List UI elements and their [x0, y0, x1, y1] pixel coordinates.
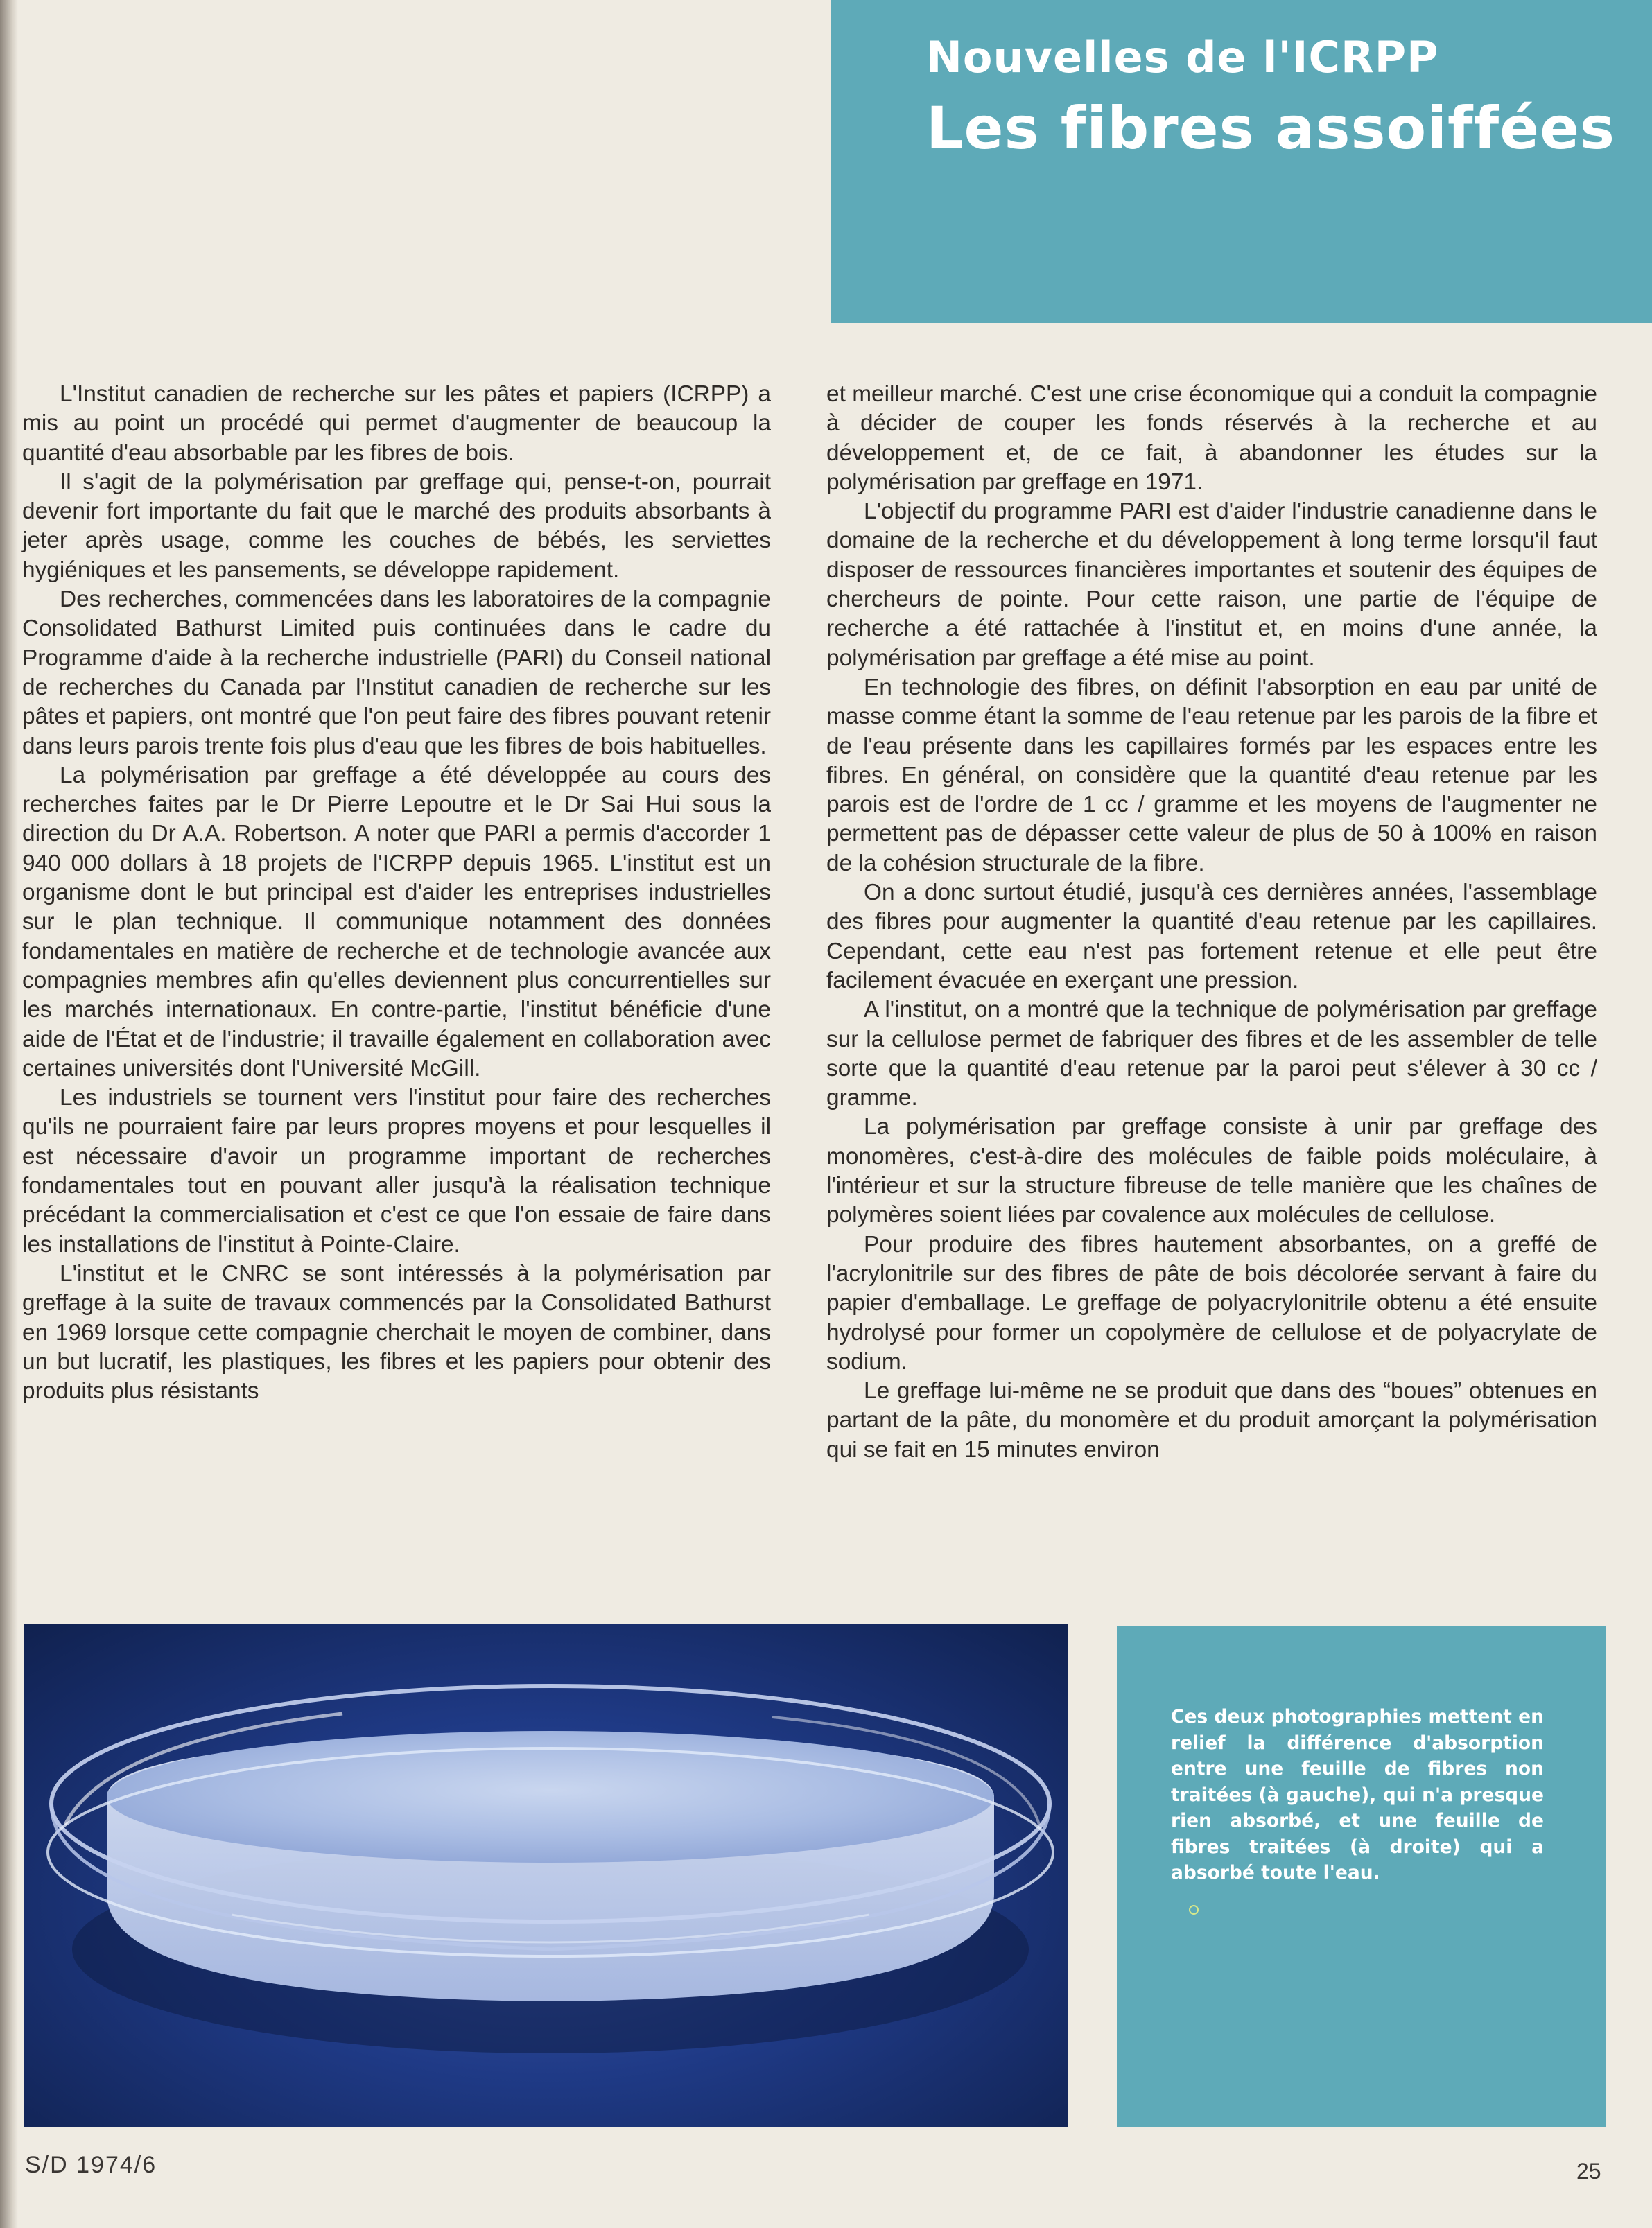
article-column-right: [826, 380, 1597, 1465]
paragraph: Des recherches, commencées dans les laboratoires de la compagnie Consolidated Bathurst Limited puis continuées dans le cadre du Programme d'aide à la recherche industrielle (PARI) du Conseil national de recherches du Canada par l'Institut canadien de recherche sur les pâtes et papiers, ont montré que l'on peut faire des fibres pouvant retenir dans leurs parois trente fois plus d'eau que les fibres de bois habituelles.: [22, 586, 771, 759]
paragraph: et meilleur marché. C'est une crise économique qui a conduit la compagnie à décider de couper les fonds réservés à la recherche et au développement et, de ce fait, à abandonner les études sur la polymérisation par greffage en 1971.: [826, 381, 1597, 495]
paragraph: La polymérisation par greffage a été développée au cours des recherches faites par le Dr Pierre Lepoutre et le Dr Sai Hui sous la direction du Dr A.A. Robertson. A noter que PARI a permis d'accorder 1 940 000 dollars à 18 projets de l'ICRPP depuis 1965. L'institut est un organisme dont le but principal est d'aider les entreprises industrielles sur le plan technique. Il communique notamment des données fondamentales en matière de recherche et de technologie avancée aux compagnies membres afin qu'elles deviennent plus concurrentielles sur les marchés internationaux. En contre-partie, l'institut bénéficie d'une aide de l'État et de l'industrie; il travaille également en collaboration avec certaines universités dont l'Université McGill.: [22, 762, 771, 1081]
title-banner: [831, 0, 1652, 323]
section-kicker: Nouvelles de l'ICRPP: [926, 32, 1439, 82]
paragraph: La polymérisation par greffage consiste à unir par greffage des monomères, c'est-à-dire des molécules de faible poids moléculaire, à l'intérieur et sur la structure fibreuse de telle manière que les chaînes de polymères soient liées par covalence aux molécules de cellulose.: [826, 1114, 1597, 1228]
page-gutter-shadow: [0, 0, 18, 2228]
article-column-left: [22, 380, 771, 1406]
paragraph: L'Institut canadien de recherche sur les pâtes et papiers (ICRPP) a mis au point un procédé qui permet d'augmenter de beaucoup la quantité d'eau absorbable par les fibres de bois.: [22, 381, 771, 466]
figure-caption: Ces deux photographies mettent en relief la différence d'absorption entre une feuille de fibres non traitées (à gauche), qui n'a presque rien absorbé, et une feuille de fibres traitées (à droite) qui a absorbé toute l'eau.: [1171, 1706, 1544, 1883]
paragraph: Le greffage lui-même ne se produit que dans des “boues” obtenues en partant de la pâte, du monomère et du produit amorçant la polymérisation qui se fait en 15 minutes environ: [826, 1378, 1597, 1463]
paragraph: A l'institut, on a montré que la technique de polymérisation par greffage sur la cellulose permet de fabriquer des fibres et de les assembler de telle sorte que la quantité d'eau retenue par la paroi peut s'élever à 30 cc / gramme.: [826, 997, 1597, 1111]
paragraph: L'objectif du programme PARI est d'aider l'industrie canadienne dans le domaine de la recherche et du développement à long terme lorsqu'il faut disposer de ressources financières importantes et soutenir des équipes de chercheurs de pointe. Pour cette raison, une partie de l'équipe de recherche a été rattachée à l'institut et, en moins d'une année, la polymérisation par greffage a été mise au point.: [826, 498, 1597, 671]
paragraph: Les industriels se tournent vers l'institut pour faire des recherches qu'ils ne pourraient faire par leurs propres moyens et pour lesquelles il est nécessaire d'avoir un programme important de recherches fondamentales tout en pouvant aller jusqu'à la réalisation technique précédant la commercialisation et c'est ce que l'on essaie de faire dans les installations de l'institut à Pointe-Claire.: [22, 1085, 771, 1257]
paragraph: En technologie des fibres, on définit l'absorption en eau par unité de masse comme étant la somme de l'eau retenue par les parois de la fibre et de l'eau présente dans les capillaires formés par les espaces entre les fibres. En général, on considère que la quantité d'eau retenue par les parois est de l'ordre de 1 cc / gramme et les moyens de l'augmenter ne permettent pas de dépasser cette valeur de plus de 50 à 100% en raison de la cohésion structurale de la fibre.: [826, 674, 1597, 876]
decorative-dot: [1189, 1905, 1199, 1915]
article-headline: Les fibres assoiffées: [926, 94, 1616, 162]
paragraph: Pour produire des fibres hautement absorbantes, on a greffé de l'acrylonitrile sur des fibres de pâte de bois décolorée servant à faire du papier d'emballage. Le greffage de polyacrylonitrile obtenu a été ensuite hydrolysé pour former un copolymère de cellulose et de polyacrylate de sodium.: [826, 1231, 1597, 1375]
page-number: 25: [1576, 2159, 1601, 2184]
figure-caption-box: [1117, 1626, 1606, 2127]
paragraph: L'institut et le CNRC se sont intéressés à la polymérisation par greffage à la suite de travaux commencés par la Consolidated Bathurst en 1969 lorsque cette compagnie cherchait le moyen de combiner, dans un but lucratif, les plastiques, les fibres et les papiers pour obtenir des produits plus résistants: [22, 1260, 771, 1404]
paragraph: Il s'agit de la polymérisation par greffage qui, pense-t-on, pourrait devenir fort importante du fait que le marché des produits absorbants à jeter après usage, comme les couches de bébés, les serviettes hygiéniques et les pansements, se développe rapidement.: [22, 469, 771, 583]
petri-dish-photo: [24, 1624, 1068, 2127]
issue-folio: S/D 1974/6: [25, 2152, 157, 2178]
paragraph: On a donc surtout étudié, jusqu'à ces dernières années, l'assemblage des fibres pour augmenter la quantité d'eau retenue par les capillaires. Cependant, cette eau n'est pas fortement retenue et elle peut être facilement évacuée en exerçant une pression.: [826, 880, 1597, 993]
petri-dish-illustration: [24, 1624, 1068, 2127]
